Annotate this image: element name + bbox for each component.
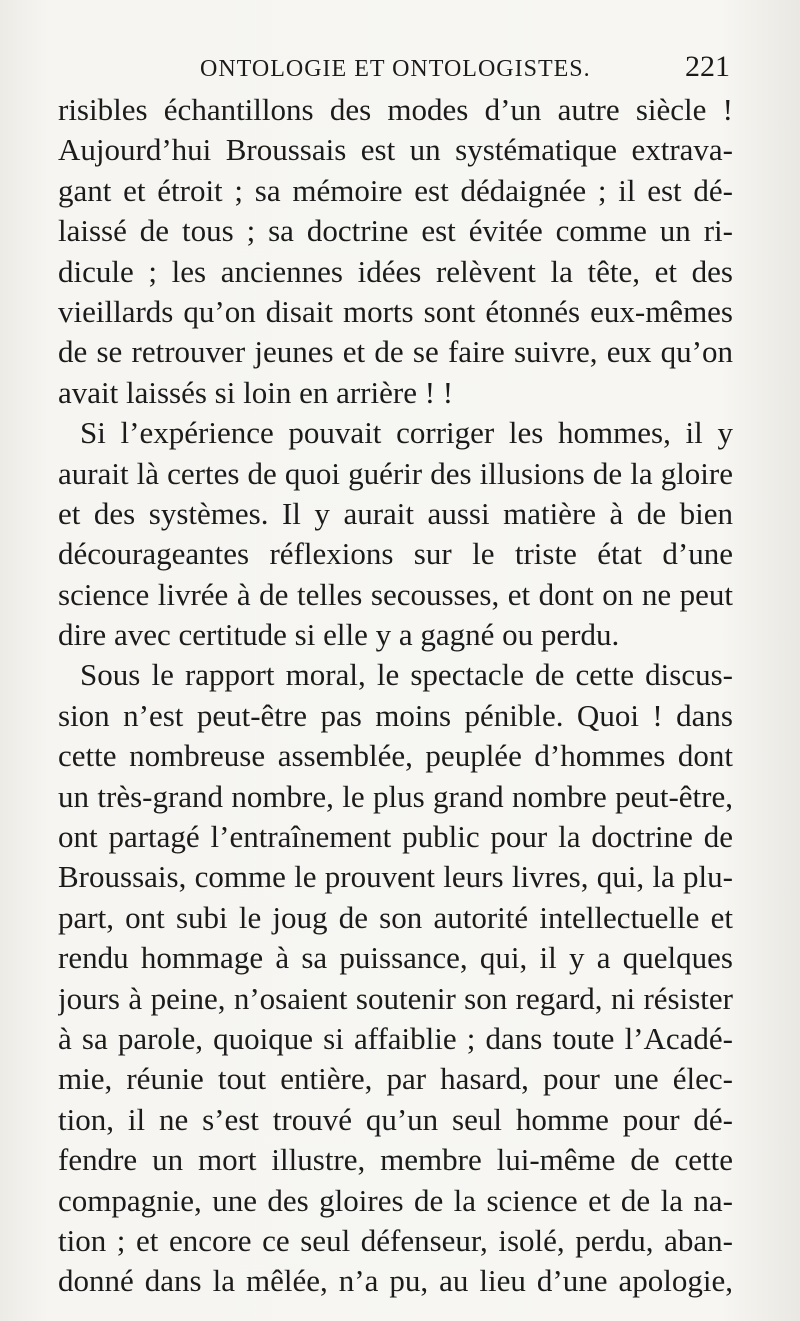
text-line: aurait là certes de quoi guérir des illusions de la gloire: [58, 455, 733, 491]
text-line: à sa parole, quoique si affaiblie ; dans toute l’Acadé-: [58, 1020, 733, 1056]
text-line: science livrée à de telles secousses, et dont on ne peut: [58, 576, 733, 612]
text-line: part, ont subi le joug de son autorité intellectuelle et: [58, 899, 733, 935]
text-line: laissé de tous ; sa doctrine est évitée comme un ri-: [58, 213, 733, 249]
body-text: [58, 90, 733, 1302]
text-line: compagnie, une des gloires de la science et de la na-: [58, 1182, 733, 1218]
text-line: dicule ; les anciennes idées relèvent la tête, et des: [58, 253, 733, 289]
text-line: risibles échantillons des modes d’un autre siècle !: [58, 92, 733, 127]
text-line: avait laissés si loin en arrière ! !: [58, 374, 454, 410]
page-number: 221: [685, 50, 730, 83]
text-line: gant et étroit ; sa mémoire est dédaignée ; il est dé-: [58, 172, 733, 208]
text-line: rendu hommage à sa puissance, qui, il y a quelques: [58, 940, 733, 976]
text-line: sion n’est peut-être pas moins pénible. Quoi ! dans: [58, 697, 733, 733]
text-line: Broussais, comme le prouvent leurs livres, qui, la plu-: [58, 859, 733, 895]
text-line: jours à peine, n’osaient soutenir son regard, ni résister: [58, 980, 733, 1016]
text-line: Aujourd’hui Broussais est un systématique extrava-: [58, 132, 733, 168]
text-line: tion ; et encore ce seul défenseur, isolé, perdu, aban-: [58, 1222, 733, 1258]
page-header: [200, 48, 730, 88]
text-line: un très-grand nombre, le plus grand nombre peut-être,: [58, 778, 733, 814]
text-line: Si l’expérience pouvait corriger les hommes, il y: [80, 415, 733, 451]
running-title: ONTOLOGIE ET ONTOLOGISTES.: [200, 56, 591, 82]
text-line: donné dans la mêlée, n’a pu, au lieu d’une apologie,: [58, 1263, 733, 1299]
text-line: dire avec certitude si elle y a gagné ou perdu.: [58, 617, 620, 653]
text-line: cette nombreuse assemblée, peuplée d’hommes dont: [58, 738, 733, 774]
text-line: fendre un mort illustre, membre lui-même de cette: [58, 1142, 733, 1178]
text-line: Sous le rapport moral, le spectacle de cette discus-: [80, 657, 733, 693]
text-line: vieillards qu’on disait morts sont étonnés eux-mêmes: [58, 293, 733, 329]
text-line: ont partagé l’entraînement public pour la doctrine de: [58, 819, 733, 855]
text-line: tion, il ne s’est trouvé qu’un seul homme pour dé-: [58, 1101, 733, 1137]
text-line: de se retrouver jeunes et de se faire suivre, eux qu’on: [58, 334, 733, 370]
text-line: décourageantes réflexions sur le triste état d’une: [58, 536, 733, 572]
text-line: et des systèmes. Il y aurait aussi matière à de bien: [58, 495, 733, 531]
text-line: mie, réunie tout entière, par hasard, pour une élec-: [58, 1061, 733, 1097]
